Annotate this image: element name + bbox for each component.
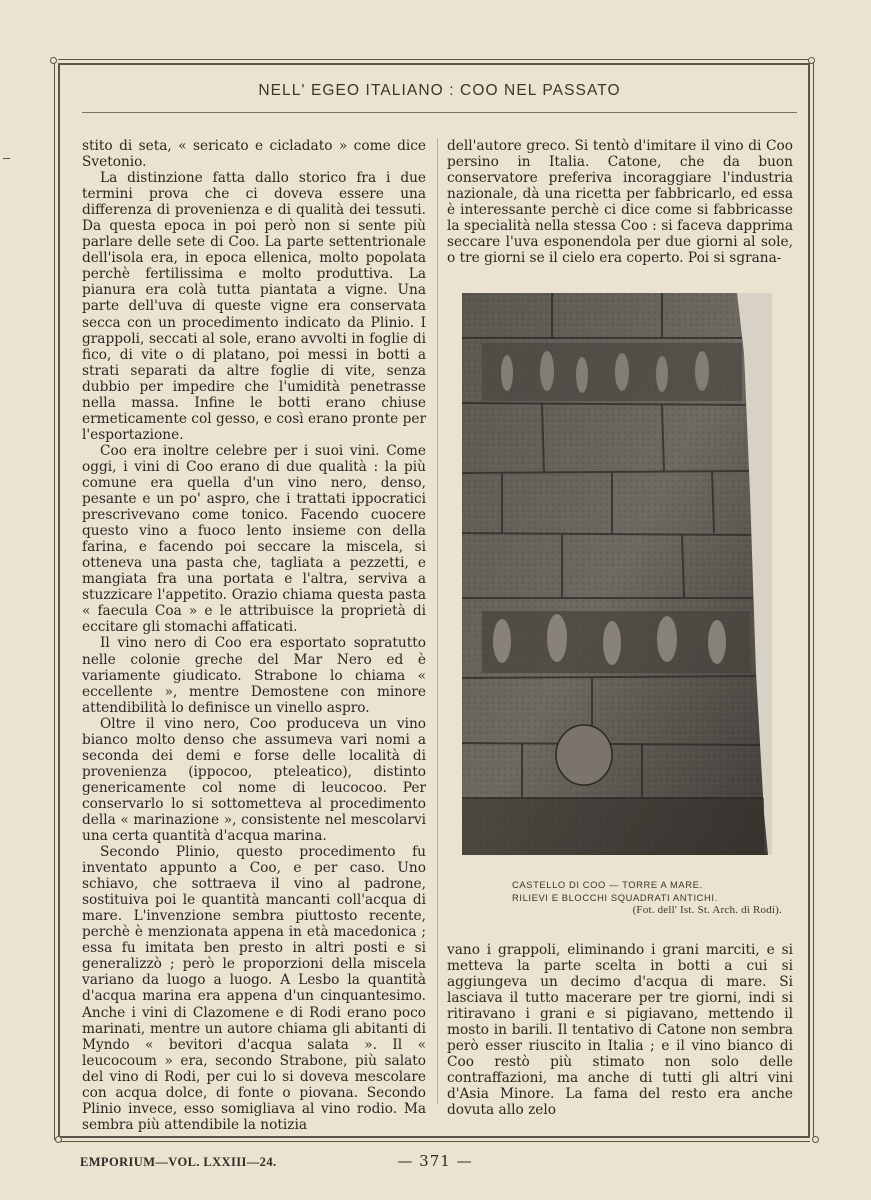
frame-rule-right-inner bbox=[808, 64, 810, 1138]
margin-mark bbox=[3, 158, 10, 159]
frame-corner-ornament bbox=[50, 57, 57, 64]
right-column-bottom bbox=[447, 942, 793, 1119]
paragraph: vano i grappoli, eliminando i grani marciti, e si metteva la parte scelta in botti a cui si aggiungeva un decimo d'acqua di mare. Si lasciava il tutto macerare per tre giorni, indi si ritiravano i grani e si pigiavano, mettendo il mosto in barili. Il tentativo di Catone non sembra però esser riuscito in Italia ; e il vino bianco di Coo restò più stimato non solo delle contraffazioni, ma anche di tutti gli altri vini d'Asia Minore. La fama del resto era anche dovuta allo zelo bbox=[447, 942, 793, 1119]
frame-rule-top-outer bbox=[58, 59, 810, 60]
paragraph: Il vino nero di Coo era esportato sopratutto nelle colonie greche del Mar Nero ed è variamente giudicato. Strabone lo chiama « eccellente », mentre Demostene con minore attendibilità lo definisce un vinello aspro. bbox=[82, 635, 426, 716]
frame-rule-bottom-inner bbox=[58, 1136, 810, 1138]
paragraph: Oltre il vino nero, Coo produceva un vino bianco molto denso che assumeva vari nomi a seconda dei demi e forse delle località di provenienza (ippocoo, pteleatico), distinto genericamente col nome di leucocoo. Per conservarlo lo si sottometteva al procedimento della « marinazione », consistente nel mescolarvi una certa quantità d'acqua marina. bbox=[82, 715, 426, 845]
journal-footer: EMPORIUM—VOL. LXXIII—24. bbox=[80, 1155, 277, 1169]
header-divider bbox=[82, 112, 797, 113]
figure-caption bbox=[500, 878, 790, 917]
paragraph: dell'autore greco. Si tentò d'imitare il vino di Coo persino in Italia. Catone, che da buon conservatore preferiva incoraggiare l'industria nazionale, dà una ricetta per fabbricarlo, ed essa è interessante perchè ci dice come si fabbricasse la specialità nella stessa Coo : si faceva dapprima seccare l'uva esponendola per due giorni al sole, o tre giorni se il cielo era coperto. Poi si sgrana- bbox=[447, 138, 793, 267]
frame-corner-ornament bbox=[55, 1136, 62, 1143]
frame-rule-bottom-outer bbox=[58, 1141, 810, 1142]
frame-rule-top-inner bbox=[58, 63, 810, 65]
caption-line: CASTELLO DI COO — TORRE A MARE. bbox=[512, 879, 703, 890]
column-divider bbox=[437, 138, 438, 1104]
paragraph: stito di seta, « sericato e cicladato » come dice Svetonio. bbox=[82, 138, 426, 171]
frame-rule-right-outer bbox=[813, 62, 814, 1140]
page-number: — 371 — bbox=[397, 1152, 473, 1170]
left-column bbox=[82, 138, 426, 1133]
paragraph: Coo era inoltre celebre per i suoi vini. Come oggi, i vini di Coo erano di due qualità : la più comune era quella d'un vino nero, denso, pesante e un po' aspro, che i trattati ippocratici prescrivevano come tonico. Facendo cuocere questo vino a fuoco lento insieme con della farina, e facendo poi seccare la miscela, si otteneva una pasta che, tagliata a pezzetti, e mangiata fra una portata e l'altra, serviva a stuzzicare l'appetito. Orazio chiama questa pasta « faecula Coa » e le attribuisce la proprietà di eccitare gli stomachi affaticati. bbox=[82, 442, 426, 636]
paragraph: Secondo Plinio, questo procedimento fu inventato appunto a Coo, e per caso. Uno schiavo, che sottraeva il vino al padrone, sostituiva poi le quantità mancanti coll'acqua di mare. L'invenzione sembra piuttosto recente, perchè è menzionata appena in età macedonica ; essa fu imitata ben presto in altri posti e si generalizzò ; però le proporzioni della miscela variano da luogo a luogo. A Lesbo la quantità d'acqua marina era appena d'un cinquantesimo. Anche i vini di Clazomene e di Rodi erano poco marinati, mentre un autore chiama gli abitanti di Myndo « bevitori d'acqua salata ». Il « leucocoum » era, secondo Strabone, più salato del vino di Rodi, per cui lo si doveva mescolare con acqua dolce, di fonte o piovana. Secondo Plinio invece, esso somigliava al vino rodio. Ma sembra più attendibile la notizia bbox=[82, 844, 426, 1133]
photo-credit: (Fot. dell' Ist. St. Arch. di Rodi). bbox=[632, 904, 782, 916]
right-column-top bbox=[447, 138, 793, 268]
frame-rule-left-inner bbox=[58, 64, 60, 1138]
caption-line: RILIEVI E BLOCCHI SQUADRATI ANTICHI. bbox=[512, 892, 718, 903]
castle-tower-photo bbox=[462, 293, 772, 855]
frame-corner-ornament bbox=[812, 1136, 819, 1143]
frame-corner-ornament bbox=[808, 57, 815, 64]
frame-rule-left-outer bbox=[54, 62, 55, 1140]
running-header: NELL' EGEO ITALIANO : COO NEL PASSATO bbox=[258, 82, 621, 99]
paragraph: La distinzione fatta dallo storico fra i due termini prova che ci doveva essere una differenza di provenienza e di qualità dei tessuti. Da questa epoca in poi però non si sente più parlare delle sete di Coo. La parte settentrionale dell'isola era, in epoca ellenica, molto popolata perchè fertilissima e molto produttiva. La pianura era colà tutta piantata a vigne. Una parte dell'uva di queste vigne era conservata secca con un procedimento indicato da Plinio. I grappoli, seccati al sole, erano avvolti in foglie di fico, di vite o di platano, poi messi in botti a strati separati da altre foglie di vite, senza dubbio per impedire che l'umidità penetrasse nella massa. Infine le botti erano chiuse ermeticamente col gesso, e così erano pronte per l'esportazione. bbox=[82, 170, 426, 443]
